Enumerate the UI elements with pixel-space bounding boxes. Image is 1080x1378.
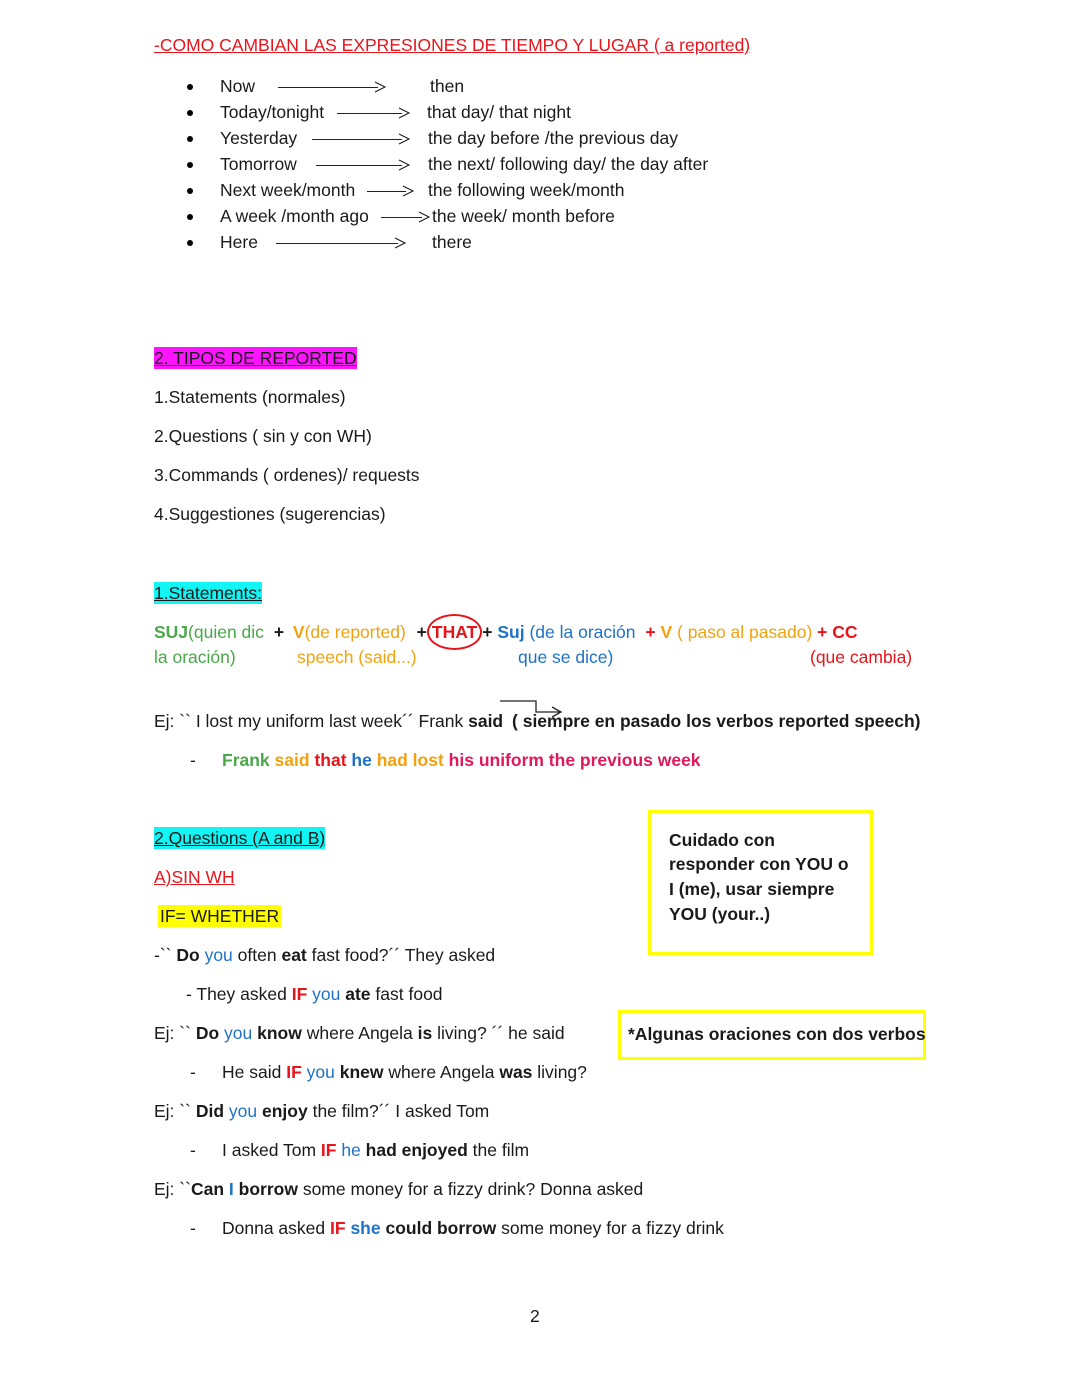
question-answer-2: He said IF you knew where Angela was living? [222, 1062, 587, 1082]
heading-statements: 1.Statements: [154, 583, 262, 603]
change-from: Yesterday [220, 128, 298, 148]
heading-tipos: 2. TIPOS DE REPORTED [154, 348, 357, 368]
question-example-2: Ej: `` Do you know where Angela is living? ´´ he said [154, 1023, 565, 1043]
change-to: the next/ following day/ the day after [428, 154, 709, 174]
question-example-4: Ej: ``Can I borrow some money for a fizzy drink? Donna asked [154, 1179, 644, 1199]
page-number: 2 [530, 1306, 540, 1326]
arrow-right-icon [276, 236, 406, 250]
formula-line-2d: (que cambia) [810, 647, 913, 667]
formula-line-1: SUJ(quien dic + V(de reported) + THAT + Suj (de la oración + V ( paso al pasado) + CC [154, 621, 858, 643]
bullet-icon [187, 110, 193, 116]
dash: - [190, 1140, 196, 1160]
change-to: there [432, 232, 472, 252]
question-answer-1: - They asked IF you ate fast food [186, 984, 443, 1004]
change-from: Here [220, 232, 258, 252]
tipo-item: 2.Questions ( sin y con WH) [154, 426, 372, 446]
note-two-verbs: *Algunas oraciones con dos verbos [628, 1024, 926, 1044]
dash: - [190, 1218, 196, 1238]
dash: - [190, 1062, 196, 1082]
heading-time-place-changes: -COMO CAMBIAN LAS EXPRESIONES DE TIEMPO Y LUGAR ( a reported) [154, 35, 751, 55]
formula-line-2a: la oración) [154, 647, 236, 667]
arrow-right-icon [316, 158, 410, 172]
change-to: that day/ that night [427, 102, 571, 122]
heading-questions: 2.Questions (A and B) [154, 828, 326, 848]
question-example-3: Ej: `` Did you enjoy the film?´´ I asked Tom [154, 1101, 490, 1121]
if-whether-label: IF= WHETHER [160, 906, 280, 926]
subheading-sin-wh: A)SIN WH [154, 867, 235, 887]
arrow-right-icon [381, 210, 430, 224]
note-line: I (me), usar siempre [669, 879, 835, 899]
tipo-item: 1.Statements (normales) [154, 387, 346, 407]
question-answer-3: I asked Tom IF he had enjoyed the film [222, 1140, 530, 1160]
statement-example: Ej: `` I lost my uniform last week´´ Frank said ( siempre en pasado los verbos reported speech) [154, 711, 921, 731]
formula-line-2c: que se dice) [518, 647, 614, 667]
change-from: Tomorrow [220, 154, 297, 174]
question-answer-4: Donna asked IF she could borrow some money for a fizzy drink [222, 1218, 724, 1238]
change-to: the following week/month [428, 180, 625, 200]
change-from: Now [220, 76, 256, 96]
tipo-item: 4.Suggestiones (sugerencias) [154, 504, 386, 524]
bullet-icon [187, 162, 193, 168]
note-line: Cuidado con [669, 830, 775, 850]
change-to: then [430, 76, 465, 96]
bullet-icon [187, 188, 193, 194]
change-from: A week /month ago [220, 206, 369, 226]
arrow-right-icon [337, 106, 410, 120]
note-line: YOU (your..) [669, 904, 771, 924]
question-example-1: -`` Do you often eat fast food?´´ They asked [154, 945, 496, 965]
arrow-bent-icon [498, 698, 566, 718]
tipo-item: 3.Commands ( ordenes)/ requests [154, 465, 420, 485]
bullet-icon [187, 84, 193, 90]
arrow-right-icon [312, 132, 410, 146]
change-from: Today/tonight [220, 102, 325, 122]
arrow-right-icon [367, 184, 414, 198]
bullet-icon [187, 136, 193, 142]
note-line: responder con YOU o [669, 854, 849, 874]
statement-answer: Frank said that he had lost his uniform the previous week [222, 750, 701, 770]
dash: - [190, 750, 196, 770]
bullet-icon [187, 214, 193, 220]
change-to: the week/ month before [432, 206, 615, 226]
change-from: Next week/month [220, 180, 356, 200]
formula-line-2b: speech (said...) [297, 647, 417, 667]
bullet-icon [187, 240, 193, 246]
arrow-right-icon [278, 80, 386, 94]
change-to: the day before /the previous day [428, 128, 679, 148]
